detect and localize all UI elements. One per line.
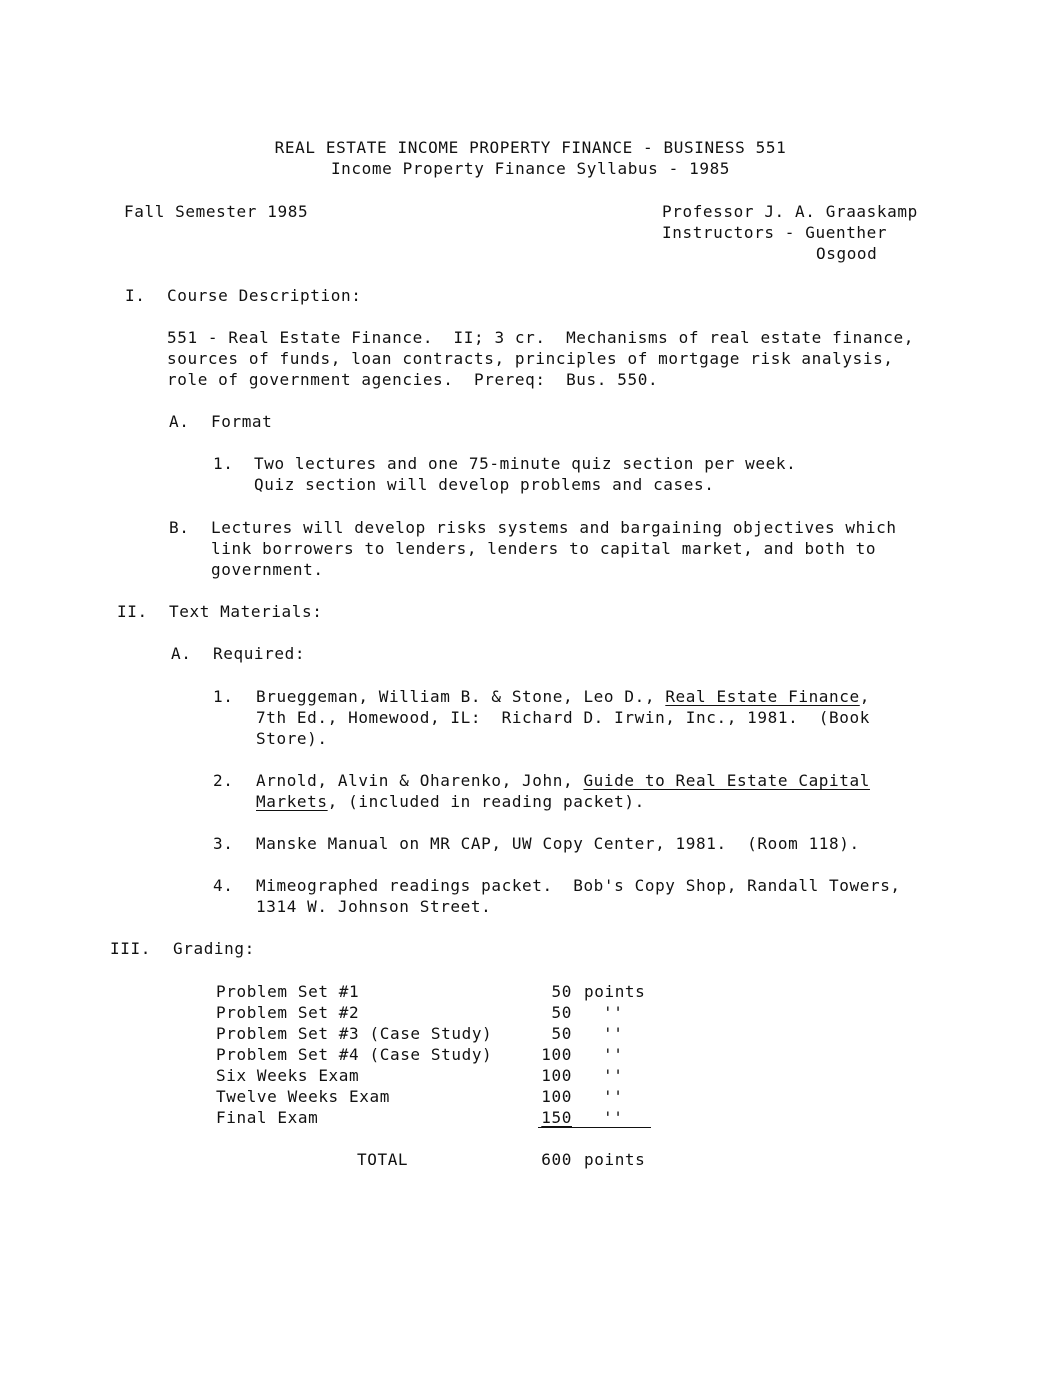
book-title: Guide to Real Estate Capital — [583, 771, 870, 790]
ditto-mark: '' — [603, 1003, 624, 1022]
required-heading: Required: — [213, 644, 306, 663]
book-note: , (included in reading packet). — [327, 792, 645, 811]
section-1-numeral: I. — [125, 286, 146, 305]
document-title: REAL ESTATE INCOME PROPERTY FINANCE - BUSINESS 551 — [274, 138, 787, 157]
document-subtitle: Income Property Finance Syllabus - 1985 — [330, 159, 731, 178]
text-item-number: 1. — [213, 687, 234, 706]
grading-label: Problem Set #4 (Case Study) — [216, 1045, 493, 1064]
section-2-heading: Text Materials: — [169, 602, 323, 621]
format-heading: Format — [211, 412, 273, 431]
total-points: 600 — [541, 1150, 572, 1169]
grading-points: 100 — [541, 1087, 572, 1106]
grading-label: Six Weeks Exam — [216, 1066, 360, 1085]
section-3-numeral: III. — [110, 939, 151, 958]
required-letter: A. — [171, 644, 192, 663]
grading-points: 50 — [551, 1003, 572, 1022]
text-item-number: 3. — [213, 834, 234, 853]
text-item-2-line-1 — [256, 770, 870, 791]
grading-label: Problem Set #3 (Case Study) — [216, 1024, 493, 1043]
grading-points: 100 — [541, 1066, 572, 1085]
author-text: Brueggeman, William B. & Stone, Leo D., — [256, 687, 666, 706]
course-description-line: role of government agencies. Prereq: Bus. 550. — [167, 370, 659, 389]
format-item-line: Two lectures and one 75-minute quiz section per week. — [254, 454, 797, 473]
section-3-heading: Grading: — [173, 939, 255, 958]
book-title: Real Estate Finance — [665, 687, 860, 706]
grading-label: Problem Set #1 — [216, 982, 360, 1001]
total-unit: points — [584, 1150, 646, 1169]
total-rule — [538, 1127, 651, 1128]
instructor-osgood: Osgood — [816, 244, 878, 263]
grading-label: Twelve Weeks Exam — [216, 1087, 390, 1106]
ditto-mark: '' — [603, 1024, 624, 1043]
ditto-mark: '' — [603, 1045, 624, 1064]
lectures-line: link borrowers to lenders, lenders to capital market, and both to — [211, 539, 877, 558]
professor-name: Professor J. A. Graaskamp — [662, 202, 918, 221]
text-item-3-line: Manske Manual on MR CAP, UW Copy Center, 1981. (Room 118). — [256, 834, 860, 853]
grading-points: 50 — [551, 982, 572, 1001]
course-description-line: sources of funds, loan contracts, principles of mortgage risk analysis, — [167, 349, 894, 368]
ditto-mark: '' — [603, 1066, 624, 1085]
grading-points: 100 — [541, 1045, 572, 1064]
format-item-number: 1. — [213, 454, 234, 473]
grading-label: Final Exam — [216, 1108, 319, 1127]
text-item-1-line-3: Store). — [256, 729, 328, 748]
section-2-numeral: II. — [117, 602, 148, 621]
text-item-number: 2. — [213, 771, 234, 790]
text-item-1-line-1 — [256, 686, 870, 707]
text-item-4-line-1: Mimeographed readings packet. Bob's Copy Shop, Randall Towers, — [256, 876, 901, 895]
text-item-4-line-2: 1314 W. Johnson Street. — [256, 897, 492, 916]
author-text: Arnold, Alvin & Oharenko, John, — [256, 771, 584, 790]
ditto-mark: '' — [603, 1087, 624, 1106]
format-letter: A. — [169, 412, 190, 431]
ditto-mark: '' — [603, 1108, 624, 1127]
punctuation: , — [859, 687, 870, 706]
grading-points: 150 — [541, 1108, 572, 1127]
section-1-heading: Course Description: — [167, 286, 362, 305]
text-item-2-line-2 — [256, 791, 645, 812]
text-item-1-line-2: 7th Ed., Homewood, IL: Richard D. Irwin, Inc., 1981. (Book — [256, 708, 870, 727]
grading-points: 50 — [551, 1024, 572, 1043]
grading-label: Problem Set #2 — [216, 1003, 360, 1022]
total-label: TOTAL — [357, 1150, 409, 1169]
instructors-label: Instructors - Guenther — [662, 223, 888, 242]
lectures-letter: B. — [169, 518, 190, 537]
text-item-number: 4. — [213, 876, 234, 895]
course-description-line: 551 - Real Estate Finance. II; 3 cr. Mechanisms of real estate finance, — [167, 328, 914, 347]
lectures-line: Lectures will develop risks systems and bargaining objectives which — [211, 518, 897, 537]
semester-label: Fall Semester 1985 — [124, 202, 309, 221]
lectures-line: government. — [211, 560, 324, 579]
format-item-line: Quiz section will develop problems and cases. — [254, 475, 715, 494]
grading-unit: points — [584, 982, 646, 1001]
book-title: Markets — [256, 792, 328, 811]
